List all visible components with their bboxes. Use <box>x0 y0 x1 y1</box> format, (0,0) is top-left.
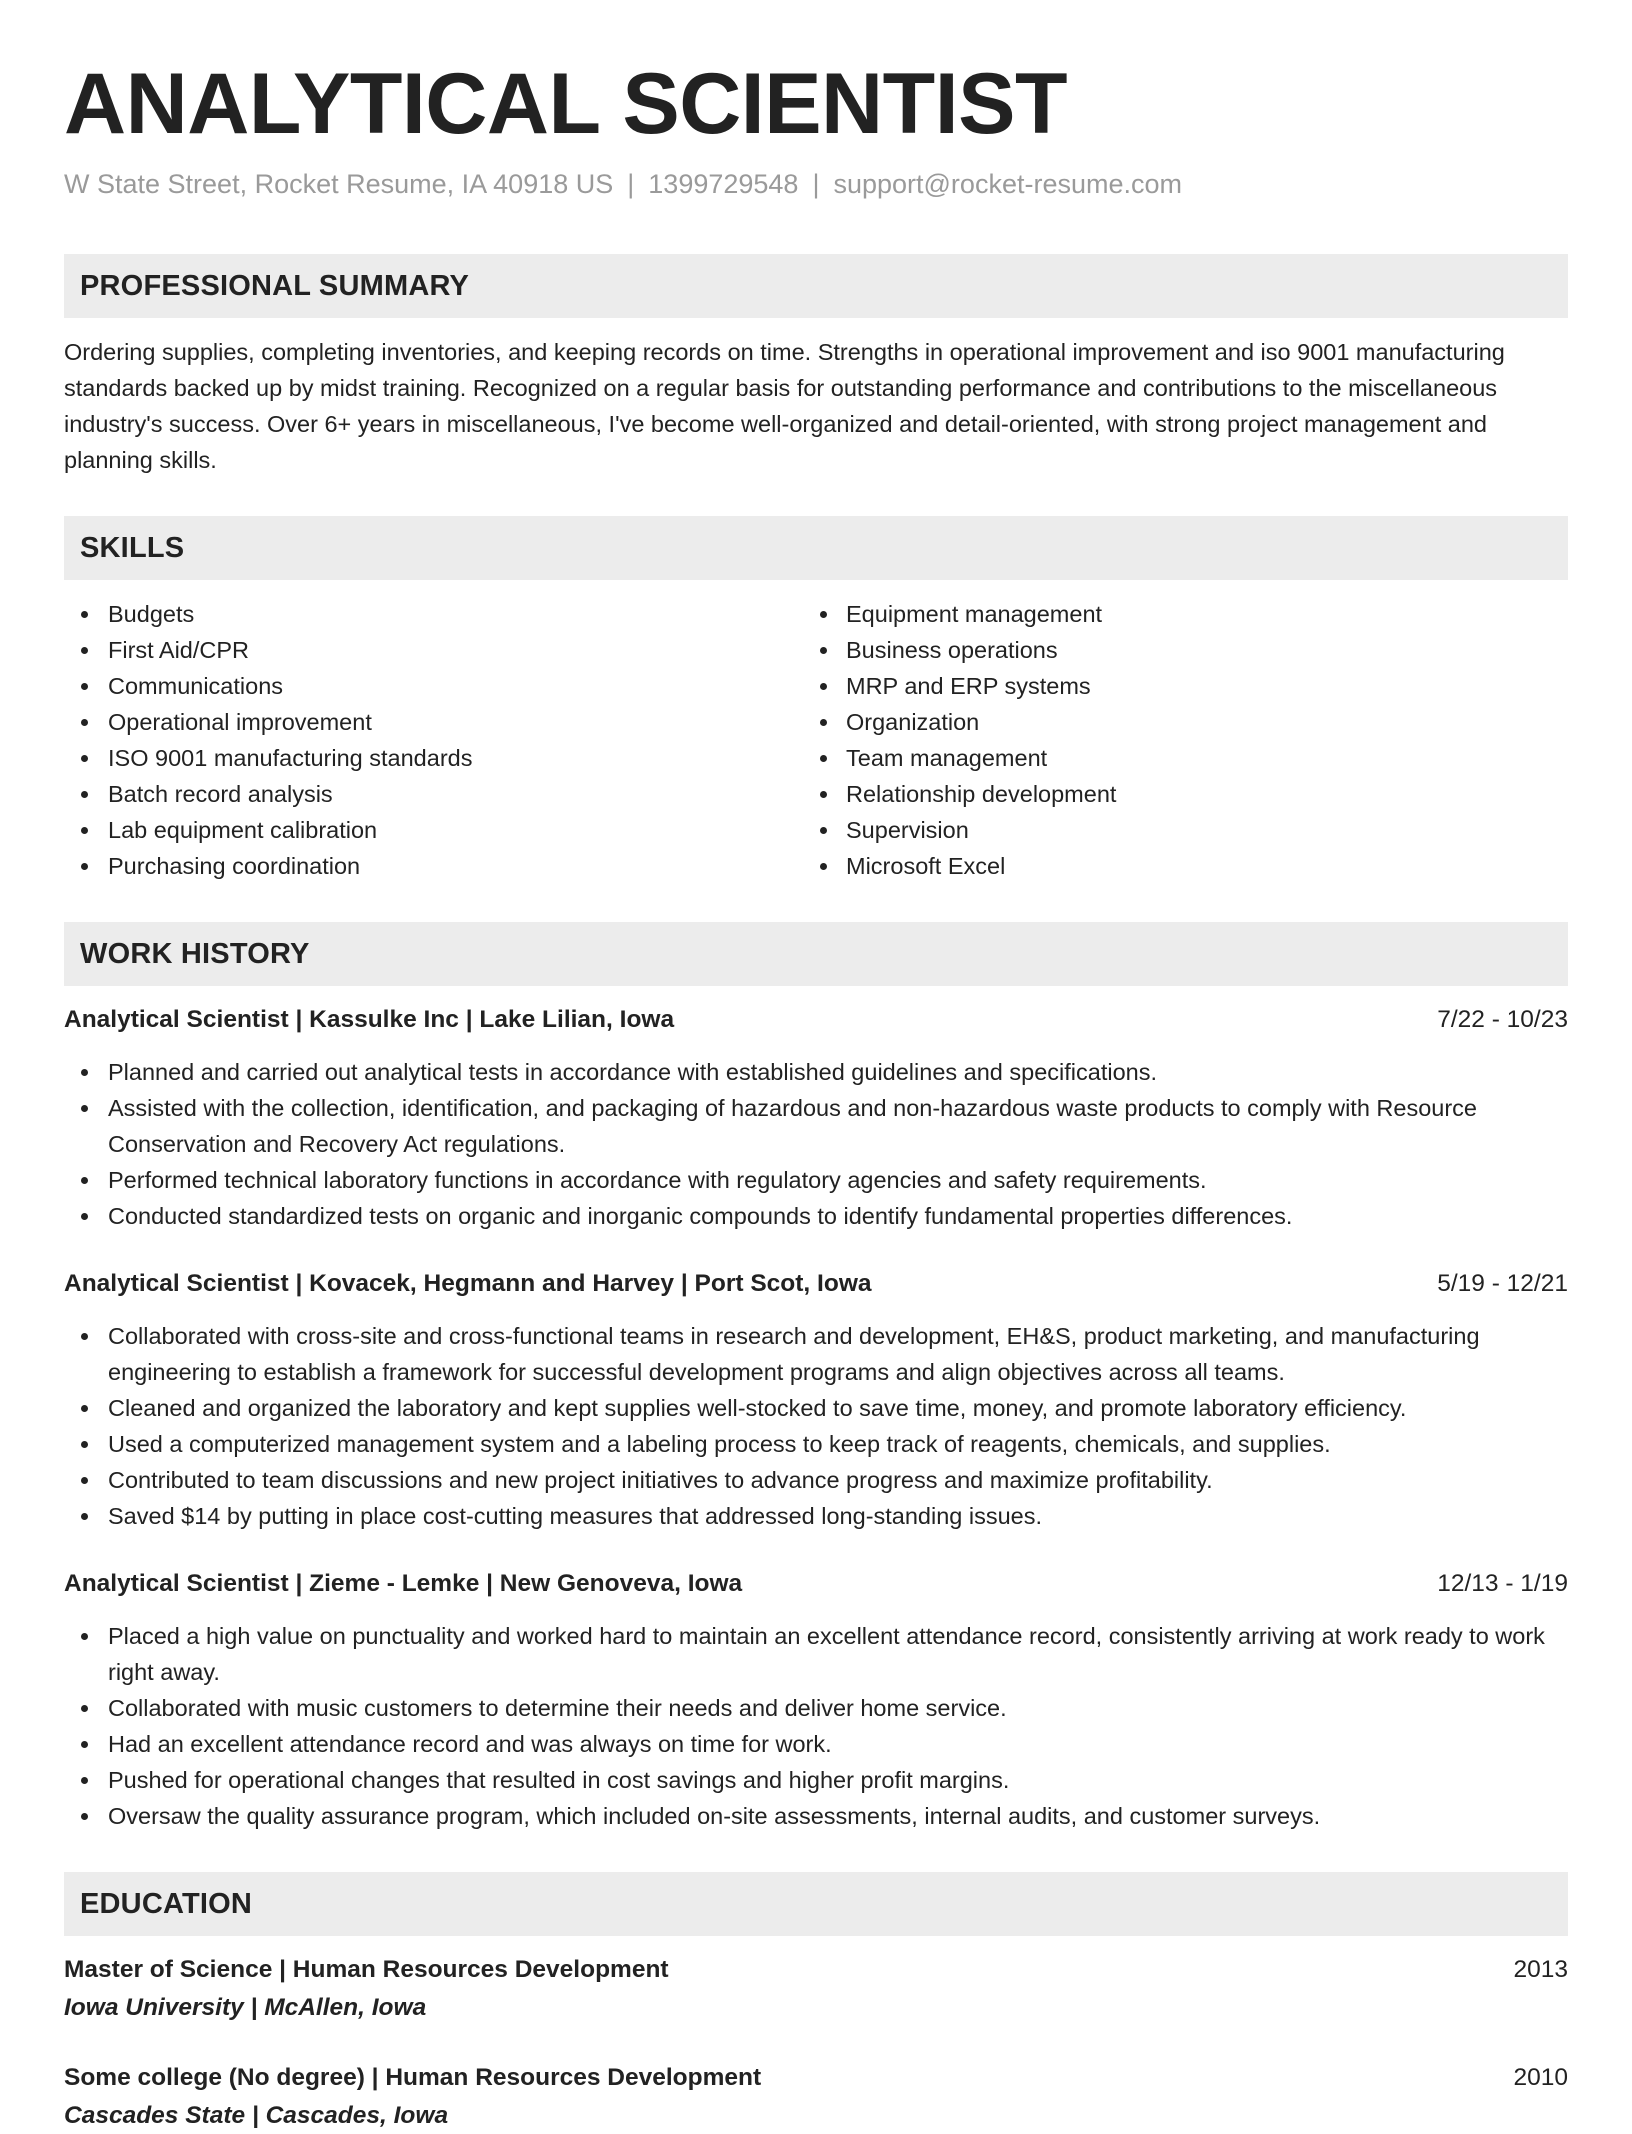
education-header <box>64 1952 1568 1988</box>
job-bullets <box>64 1054 1568 1234</box>
skill-item: Business operations <box>816 632 1568 668</box>
job-entry <box>64 1002 1568 1234</box>
education-year: 2013 <box>1513 1956 1568 1983</box>
contact-phone: 1399729548 <box>648 169 799 199</box>
skill-item: Batch record analysis <box>64 776 816 812</box>
contact-separator: | <box>812 169 820 199</box>
job-header <box>64 1002 1568 1038</box>
job-dates: 5/19 - 12/21 <box>1437 1270 1568 1297</box>
contact-address: W State Street, Rocket Resume, IA 40918 US <box>64 169 614 199</box>
skill-item: Microsoft Excel <box>816 848 1568 884</box>
education-entry <box>64 2060 1568 2134</box>
skill-item: Lab equipment calibration <box>64 812 816 848</box>
job-bullet: Contributed to team discussions and new project initiatives to advance progress and maximize profitability. <box>64 1462 1568 1498</box>
resume-name: ANALYTICAL SCIENTIST <box>64 56 1067 152</box>
job-title: Analytical Scientist | Kovacek, Hegmann and Harvey | Port Scot, Iowa <box>64 1270 872 1297</box>
job-bullet: Planned and carried out analytical tests in accordance with established guidelines and specifications. <box>64 1054 1568 1090</box>
education-entry <box>64 1952 1568 2026</box>
section-heading-work-history: WORK HISTORY <box>64 922 1568 986</box>
job-header <box>64 1266 1568 1302</box>
skill-item: Budgets <box>64 596 816 632</box>
skill-item: Relationship development <box>816 776 1568 812</box>
education-school: Cascades State | Cascades, Iowa <box>64 2102 449 2129</box>
job-title: Analytical Scientist | Kassulke Inc | Lake Lilian, Iowa <box>64 1006 675 1033</box>
skill-item: Supervision <box>816 812 1568 848</box>
job-entry <box>64 1566 1568 1834</box>
job-bullet: Performed technical laboratory functions in accordance with regulatory agencies and safety requirements. <box>64 1162 1568 1198</box>
skill-item: Organization <box>816 704 1568 740</box>
skill-item: ISO 9001 manufacturing standards <box>64 740 816 776</box>
job-bullet: Collaborated with cross-site and cross-functional teams in research and development, EH&S, product marketing, and manufacturing engineering to establish a framework for successful development programs and align objectives across all teams. <box>64 1318 1568 1390</box>
job-dates: 12/13 - 1/19 <box>1437 1570 1568 1597</box>
skill-item: Operational improvement <box>64 704 816 740</box>
contact-line <box>64 166 1568 202</box>
skill-item: Purchasing coordination <box>64 848 816 884</box>
job-entry <box>64 1266 1568 1534</box>
education-degree: Master of Science | Human Resources Development <box>64 1956 669 1983</box>
skill-item: Team management <box>816 740 1568 776</box>
job-bullet: Collaborated with music customers to determine their needs and deliver home service. <box>64 1690 1568 1726</box>
job-bullet: Conducted standardized tests on organic and inorganic compounds to identify fundamental properties differences. <box>64 1198 1568 1234</box>
skills-column-left <box>64 596 816 884</box>
contact-separator: | <box>627 169 635 199</box>
education-year: 2010 <box>1513 2064 1568 2091</box>
job-bullet: Had an excellent attendance record and was always on time for work. <box>64 1726 1568 1762</box>
job-title: Analytical Scientist | Zieme - Lemke | New Genoveva, Iowa <box>64 1570 743 1597</box>
job-bullet: Oversaw the quality assurance program, which included on-site assessments, internal audits, and customer surveys. <box>64 1798 1568 1834</box>
skill-item: First Aid/CPR <box>64 632 816 668</box>
job-bullet: Saved $14 by putting in place cost-cutting measures that addressed long-standing issues. <box>64 1498 1568 1534</box>
job-bullet: Assisted with the collection, identification, and packaging of hazardous and non-hazardous waste products to comply with Resource Conservation and Recovery Act regulations. <box>64 1090 1568 1162</box>
job-bullet: Used a computerized management system and a labeling process to keep track of reagents, chemicals, and supplies. <box>64 1426 1568 1462</box>
skill-item: Equipment management <box>816 596 1568 632</box>
education-school: Iowa University | McAllen, Iowa <box>64 1994 427 2021</box>
education-header <box>64 2060 1568 2096</box>
job-bullet: Placed a high value on punctuality and worked hard to maintain an excellent attendance record, consistently arriving at work ready to work right away. <box>64 1618 1568 1690</box>
skill-item: Communications <box>64 668 816 704</box>
section-heading-summary: PROFESSIONAL SUMMARY <box>64 254 1568 318</box>
job-header <box>64 1566 1568 1602</box>
contact-email: support@rocket-resume.com <box>833 169 1182 199</box>
job-dates: 7/22 - 10/23 <box>1437 1006 1568 1033</box>
skills-column-right <box>816 596 1568 884</box>
job-bullets <box>64 1618 1568 1834</box>
job-bullet: Pushed for operational changes that resulted in cost savings and higher profit margins. <box>64 1762 1568 1798</box>
job-bullet: Cleaned and organized the laboratory and kept supplies well-stocked to save time, money, and promote laboratory efficiency. <box>64 1390 1568 1426</box>
education-degree: Some college (No degree) | Human Resources Development <box>64 2064 762 2091</box>
section-heading-education: EDUCATION <box>64 1872 1568 1936</box>
skills-list <box>64 596 1568 884</box>
section-heading-skills: SKILLS <box>64 516 1568 580</box>
job-bullets <box>64 1318 1568 1534</box>
skill-item: MRP and ERP systems <box>816 668 1568 704</box>
summary-text: Ordering supplies, completing inventories, and keeping records on time. Strengths in operational improvement and iso 9001 manufacturing standards backed up by midst training. Recognized on a regular basis for outstanding performance and contributions to the miscellaneous industry's success. Over 6+ years in miscellaneous, I've become well-organized and detail-oriented, with strong project management and planning skills. <box>64 339 1505 473</box>
